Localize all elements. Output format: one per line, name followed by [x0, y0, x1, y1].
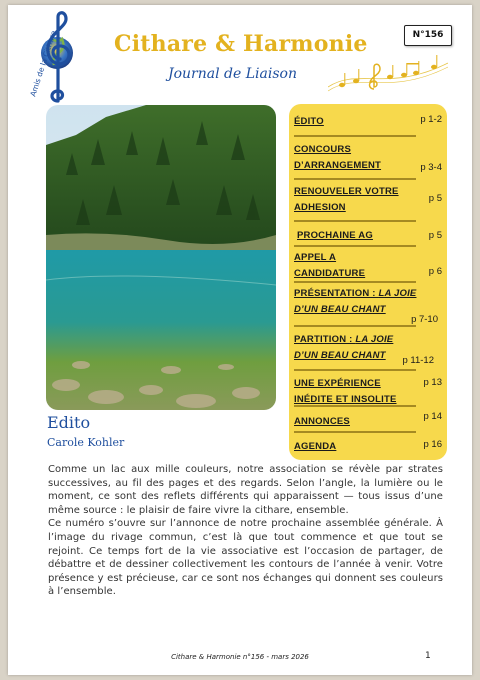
journal-subtitle: Journal de Liaison — [168, 66, 297, 82]
toc-divider — [294, 369, 416, 371]
toc-label: UNE EXPÉRIENCE INÉDITE ET INSOLITE — [294, 378, 397, 405]
toc-label: PARTITION : LA JOIE D’UN BEAU CHANT — [294, 334, 394, 361]
toc-page: p 7-10 — [411, 314, 438, 325]
toc-label: AGENDA — [294, 441, 337, 452]
toc-page: p 5 — [428, 230, 442, 241]
toc-divider — [294, 281, 416, 283]
toc-divider — [294, 220, 416, 222]
toc-label: ÉDITO — [294, 116, 324, 127]
toc-divider — [294, 325, 416, 327]
toc-page: p 16 — [423, 439, 442, 450]
toc-page: p 11-12 — [402, 355, 434, 366]
toc-label: ANNONCES — [294, 416, 350, 427]
toc-divider — [294, 245, 416, 247]
journal-title: Cithare & Harmonie — [114, 31, 368, 57]
journal-page — [8, 5, 472, 675]
toc-label: CONCOURS D’ARRANGEMENT — [294, 144, 382, 171]
toc-page: p 5 — [428, 193, 442, 204]
edito-paragraph: Comme un lac aux mille couleurs, notre association se révèle par strates successives, au fil des pages et des regards. Selon l’angle, la lumière ou le moment, ce sont des reflets différents qui apparaissent — tous issus d’une même source : le plaisir de faire vivre la cithare, ensemble. — [48, 464, 443, 516]
page-number: 1 — [425, 651, 431, 661]
toc-divider — [294, 405, 416, 407]
toc-page: p 3-4 — [420, 162, 442, 173]
treble-clef-logo-icon — [28, 9, 84, 105]
toc-page: p 14 — [423, 411, 442, 422]
logo-text: Amis de la Cithare — [28, 29, 59, 98]
edito-body — [48, 463, 443, 599]
toc-divider — [294, 178, 416, 180]
edito-author: Carole Kohler — [47, 436, 125, 449]
toc-divider — [294, 431, 416, 433]
music-notes-icon — [328, 49, 448, 99]
toc-page: p 1-2 — [420, 114, 442, 125]
toc-label: PRÉSENTATION : LA JOIE D’UN BEAU CHANT — [294, 288, 417, 315]
table-of-contents — [289, 104, 447, 460]
toc-label: PROCHAINE AG — [297, 230, 373, 241]
page-footer: Cithare & Harmonie n°156 - mars 2026 — [171, 653, 309, 661]
toc-label: RENOUVELER VOTRE ADHESION — [294, 186, 399, 213]
toc-page: p 6 — [428, 266, 442, 277]
lake-photo — [46, 105, 276, 410]
toc-divider — [294, 135, 416, 137]
toc-page: p 13 — [423, 377, 442, 388]
edito-heading: Edito — [47, 413, 91, 432]
issue-number: N°156 — [404, 25, 452, 46]
toc-label: APPEL A CANDIDATURE — [294, 252, 366, 279]
edito-paragraph: Ce numéro s’ouvre sur l’annonce de notre prochaine assemblée générale. À l’image du rivage commun, c’est là que tout commence et que tout se rejoint. Ce temps fort de la vie associative est l’occasion de partager, de débattre et de dessiner collectivement les contours de l’année à venir. Votre présence y est précieuse, car ce sont nos échanges qui donnent ses couleurs à l’ensemble. — [48, 518, 443, 598]
